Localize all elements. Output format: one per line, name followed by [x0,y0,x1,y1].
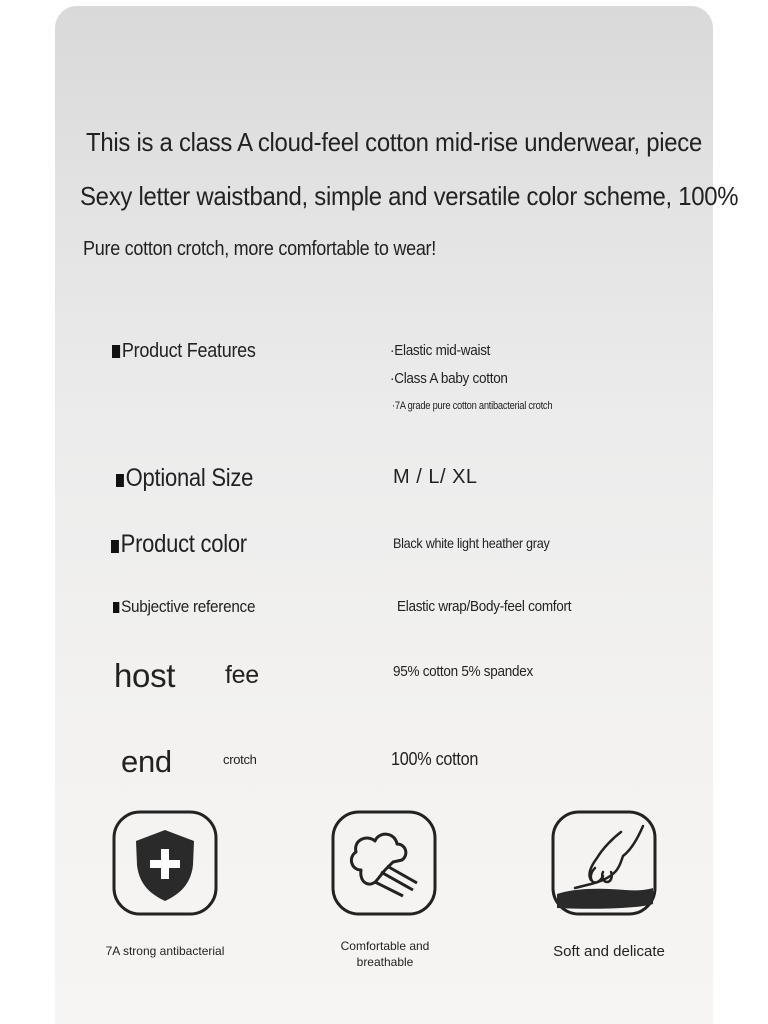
bullet-box-icon [112,345,120,358]
feature-item: ·7A grade pure cotton antibacterial crotch [392,400,553,412]
bullet-box-icon [111,540,119,553]
color-value: Black white light heather gray [393,535,550,551]
fabric-label-main: host [114,657,176,694]
fabric-value: 95% cotton 5% spandex [393,663,533,680]
fabric-label-sub: fee [225,661,259,689]
crotch-value: 100% cotton [391,749,479,769]
intro-line-1: This is a class A cloud-feel cotton mid-rise underwear, piece [86,127,703,157]
badge-caption-breathable: Comfortable and breathable [340,939,430,969]
badge-caption-soft: Soft and delicate [553,943,665,960]
crotch-label-sub: crotch [223,752,257,767]
subjective-label: Subjective reference [113,597,255,617]
airflow-cloud-icon [331,810,437,916]
size-value: M / L/ XL [393,466,478,488]
size-label: Optional Size [116,464,253,493]
badge-caption-antibacterial: 7A strong antibacterial [105,944,225,958]
crotch-label-main: end [121,744,172,779]
color-label: Product color [111,530,247,559]
feature-item: ·Class A baby cotton [390,370,508,387]
shield-plus-icon [112,810,218,916]
intro-line-3: Pure cotton crotch, more comfortable to wear! [83,238,437,260]
subjective-value: Elastic wrap/Body-feel comfort [397,598,572,615]
intro-line-2: Sexy letter waistband, simple and versatile color scheme, 100% [80,181,739,211]
features-label: Product Features [112,340,256,363]
bullet-box-icon [116,474,124,487]
hand-touch-icon [551,810,657,916]
feature-item: ·Elastic mid-waist [390,342,491,359]
bullet-box-icon [113,602,119,613]
